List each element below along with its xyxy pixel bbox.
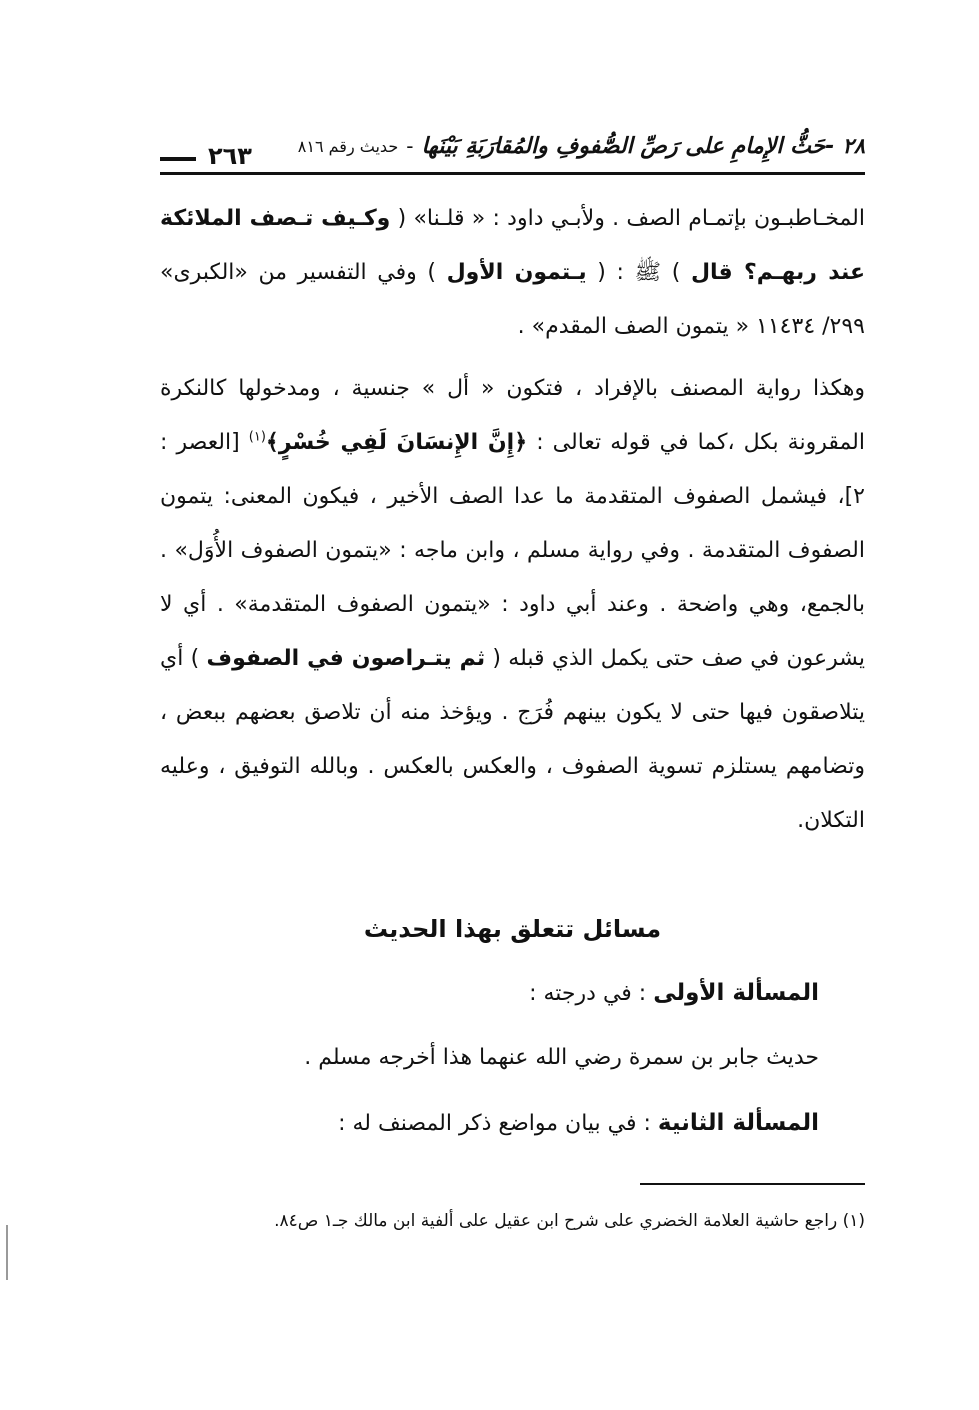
paragraph-1-text-a: المخـاطبـون بإتمـام الصف . ولأبـي داود : « قلـنا» ( xyxy=(390,206,866,231)
paragraph-1-quote-b: يـتمون الأول xyxy=(446,260,587,285)
header-separator: - xyxy=(406,134,414,158)
running-header xyxy=(160,120,865,172)
paragraph-2 xyxy=(160,362,865,848)
issue-2-label: المسألة الثانية xyxy=(657,1110,819,1136)
issue-1-title: : في درجته : xyxy=(529,981,654,1006)
paragraph-2-quote: ثم يتـراصون في الصفوف xyxy=(206,646,486,671)
section-heading: مسائل تتعلق بهذا الحديث xyxy=(363,915,662,943)
issue-1 xyxy=(529,980,819,1006)
footnote: (١) راجع حاشية العلامة الخضري على شرح ابن عقيل على ألفية ابن مالك جـ١ ص٨٤. xyxy=(274,1211,865,1231)
page-number: ٢٦٣ xyxy=(208,142,252,170)
paragraph-2-text-b: [العصر : ٢]، فيشمل الصفوف المتقدمة ما عدا الصف الأخير ، فيكون المعنى: يتمون الصفوف المتقدمة . وفي رواية مسلم ، وابن ماجه : «يتمون الصفوف الأُوَل» . بالجمع، وهي واضحة . وعند أبي داود : «يتمون الصفوف المتقدمة» . أي لا يشرعون في صف حتى يكمل الذي قبله ( xyxy=(160,430,865,671)
issue-2-title: : في بيان مواضع ذكر المصنف له : xyxy=(338,1111,658,1136)
header-rule xyxy=(160,172,865,175)
chapter-title: -حَثُّ الإِمامِ على رَصِّ الصُّفوفِ والمُقارَبَةِ بَيْنَها xyxy=(421,133,835,159)
hadith-number: حديث رقم ٨١٦ xyxy=(297,136,399,156)
page-number-dash xyxy=(160,157,196,161)
footnote-rule xyxy=(640,1183,865,1185)
chapter-number: ٢٨ xyxy=(842,134,865,158)
issue-1-label: المسألة الأولى xyxy=(653,980,819,1006)
paragraph-1-quote-a: وكـيف تـصف الملائكة عند ربهـم؟ قال xyxy=(160,206,865,285)
quran-verse: ﴿إِنَّ الإِنسَانَ لَفِي خُسْرٍ﴾ xyxy=(265,430,528,455)
paragraph-1 xyxy=(160,192,865,354)
issue-2 xyxy=(338,1110,819,1136)
paragraph-2-text-a: وهكذا رواية المصنف بالإفراد ، فتكون « أل » جنسية ، ومدخولها كالنكرة المقرونة بكل ،كما في قوله تعالى : xyxy=(160,376,865,455)
paragraph-1-text-c: ) وفي التفسير من «الكبرى» ٢٩٩/ ١١٤٣٤ « يتمون الصف المقدم» . xyxy=(160,260,865,339)
footnote-marker: (١) xyxy=(248,429,266,445)
paragraph-2-text-c: ) أي يتلاصقون فيها حتى لا يكون بينهم فُرَج . ويؤخذ منه أن تلاصق بعضهم ببعض ، وتضامهم يستلزم تسوية الصفوف ، والعكس بالعكس . وبالله التوفيق ، وعليه التكلان. xyxy=(160,646,865,833)
issue-1-body: حديث جابر بن سمرة رضي الله عنهما هذا أخرجه مسلم . xyxy=(304,1045,819,1070)
page-edge-mark xyxy=(6,1225,8,1280)
paragraph-1-text-b: ) ﷺ : ( xyxy=(586,260,691,285)
